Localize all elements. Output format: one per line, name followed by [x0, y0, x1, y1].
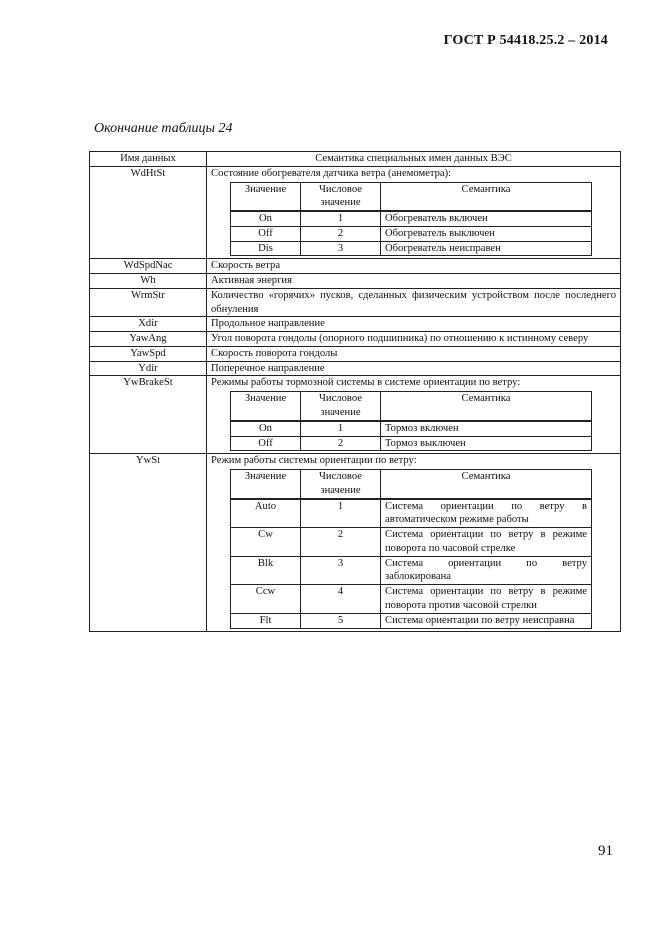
subtable-header-semantics: Семантика — [381, 392, 592, 421]
numeric-cell: 2 — [301, 436, 381, 451]
data-name-cell: YwBrakeSt — [90, 376, 207, 454]
table-row — [90, 166, 621, 259]
table-row — [90, 288, 621, 317]
subtable-header-semantics: Семантика — [381, 470, 592, 499]
table-row — [90, 376, 621, 454]
semantics-cell — [207, 166, 621, 259]
table-row — [90, 332, 621, 347]
table-header-row — [90, 152, 621, 167]
data-name-cell: YawSpd — [90, 346, 207, 361]
data-table — [89, 151, 621, 632]
semantics-cell: Скорость ветра — [207, 259, 621, 274]
data-name-cell: Ydir — [90, 361, 207, 376]
subtable-row — [231, 613, 592, 628]
row-description: Режимы работы тормозной системы в системе ориентации по ветру: — [211, 377, 521, 389]
data-name-cell: WdSpdNac — [90, 259, 207, 274]
numeric-cell: 1 — [301, 421, 381, 436]
value-semantics-cell: Обогреватель неисправен — [381, 241, 592, 256]
subtable-row — [231, 556, 592, 585]
subtable-header-value: Значение — [231, 470, 301, 499]
value-semantics-cell: Система ориентации по ветру неисправна — [381, 613, 592, 628]
semantics-cell: Продольное направление — [207, 317, 621, 332]
value-cell: Auto — [231, 499, 301, 528]
value-cell: Flt — [231, 613, 301, 628]
document-header: ГОСТ Р 54418.25.2 – 2014 — [443, 33, 608, 48]
value-cell: Dis — [231, 241, 301, 256]
table-row — [90, 259, 621, 274]
value-semantics-cell: Система ориентации по ветру заблокирована — [381, 556, 592, 585]
subtable-header-row — [231, 182, 592, 211]
value-cell: Off — [231, 226, 301, 241]
row-description: Состояние обогревателя датчика ветра (анемометра): — [211, 167, 452, 179]
value-semantics-cell: Обогреватель выключен — [381, 226, 592, 241]
subtable-row — [231, 226, 592, 241]
semantics-cell: Поперечное направление — [207, 361, 621, 376]
numeric-cell: 2 — [301, 528, 381, 557]
table-row — [90, 274, 621, 289]
data-name-cell: WdHtSt — [90, 166, 207, 259]
values-subtable — [230, 469, 592, 628]
semantics-cell: Угол поворота гондолы (опорного подшипника) по отношению к истинному северу — [207, 332, 621, 347]
numeric-cell: 3 — [301, 241, 381, 256]
numeric-cell: 1 — [301, 499, 381, 528]
semantics-cell — [207, 454, 621, 631]
subtable-row — [231, 436, 592, 451]
value-cell: On — [231, 421, 301, 436]
value-semantics-cell: Тормоз выключен — [381, 436, 592, 451]
data-name-cell: WrmStr — [90, 288, 207, 317]
semantics-cell: Скорость поворота гондолы — [207, 346, 621, 361]
value-cell: Off — [231, 436, 301, 451]
value-cell: Cw — [231, 528, 301, 557]
data-name-cell: YwSt — [90, 454, 207, 631]
table-row — [90, 361, 621, 376]
subtable-header-row — [231, 470, 592, 499]
value-semantics-cell: Система ориентации по ветру в автоматическом режиме работы — [381, 499, 592, 528]
value-cell: Ccw — [231, 585, 301, 614]
subtable-row — [231, 241, 592, 256]
value-cell: Blk — [231, 556, 301, 585]
data-name-cell: Wh — [90, 274, 207, 289]
subtable-header-numeric: Числовое значение — [301, 182, 381, 211]
subtable-header-numeric: Числовое значение — [301, 392, 381, 421]
table-row — [90, 346, 621, 361]
column-header-semantics: Семантика специальных имен данных ВЭС — [207, 152, 621, 167]
value-semantics-cell: Система ориентации по ветру в режиме поворота против часовой стрелки — [381, 585, 592, 614]
subtable-header-semantics: Семантика — [381, 182, 592, 211]
subtable-row — [231, 585, 592, 614]
page-number: 91 — [598, 843, 613, 859]
subtable-row — [231, 499, 592, 528]
subtable-header-value: Значение — [231, 182, 301, 211]
numeric-cell: 4 — [301, 585, 381, 614]
subtable-header-value: Значение — [231, 392, 301, 421]
numeric-cell: 2 — [301, 226, 381, 241]
numeric-cell: 3 — [301, 556, 381, 585]
semantics-cell: Количество «горячих» пусков, сделанных физическим устройством после последнего обнуления — [207, 288, 621, 317]
value-cell: On — [231, 211, 301, 226]
table-caption: Окончание таблицы 24 — [94, 121, 233, 136]
subtable-row — [231, 421, 592, 436]
value-semantics-cell: Обогреватель включен — [381, 211, 592, 226]
semantics-cell — [207, 376, 621, 454]
numeric-cell: 5 — [301, 613, 381, 628]
subtable-row — [231, 528, 592, 557]
values-subtable — [230, 391, 592, 451]
row-description: Режим работы системы ориентации по ветру: — [211, 455, 417, 467]
table-row — [90, 317, 621, 332]
table-row — [90, 454, 621, 631]
data-name-cell: YawAng — [90, 332, 207, 347]
subtable-header-row — [231, 392, 592, 421]
value-semantics-cell: Тормоз включен — [381, 421, 592, 436]
numeric-cell: 1 — [301, 211, 381, 226]
data-name-cell: Xdir — [90, 317, 207, 332]
semantics-cell: Активная энергия — [207, 274, 621, 289]
values-subtable — [230, 182, 592, 257]
subtable-row — [231, 211, 592, 226]
column-header-name: Имя данных — [90, 152, 207, 167]
subtable-header-numeric: Числовое значение — [301, 470, 381, 499]
value-semantics-cell: Система ориентации по ветру в режиме поворота по часовой стрелке — [381, 528, 592, 557]
